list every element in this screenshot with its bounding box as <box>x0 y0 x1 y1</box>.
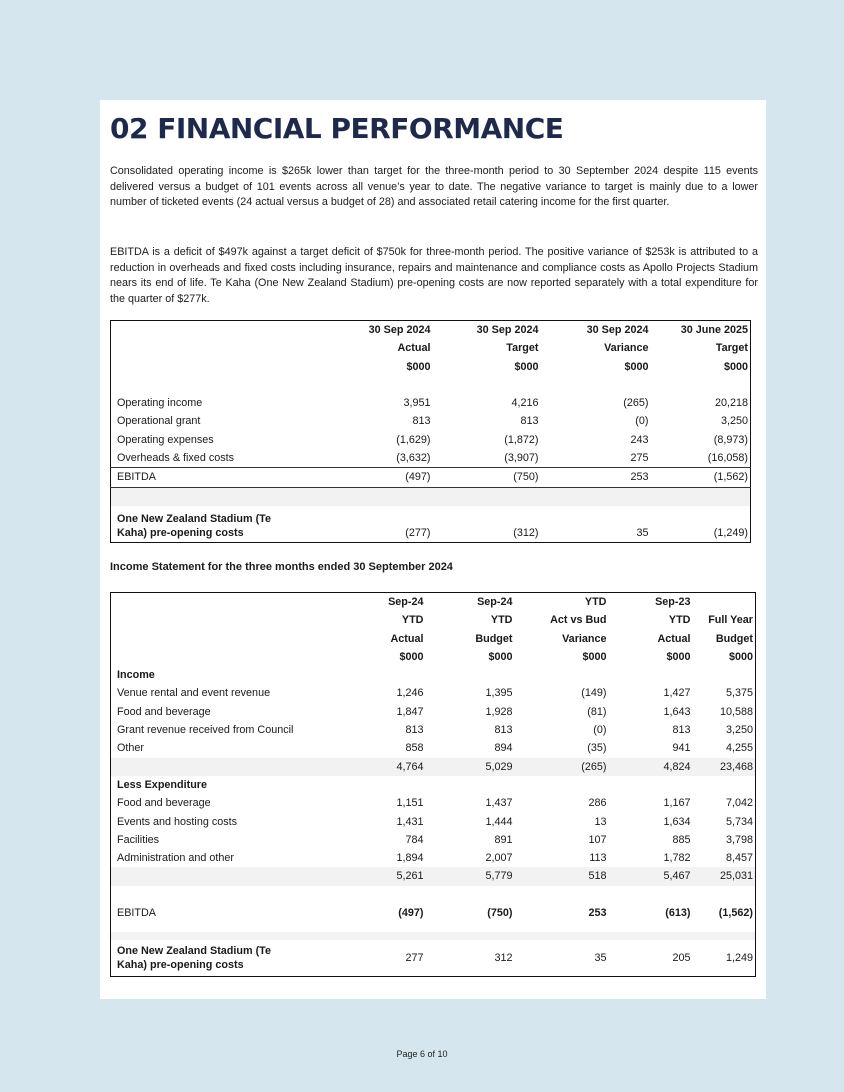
value-cell: 1,894 <box>396 852 424 865</box>
value-cell: (1,249) <box>713 526 748 539</box>
value-cell: (3,632) <box>396 452 431 465</box>
value-cell: 941 <box>672 742 691 755</box>
value-cell: 35 <box>594 952 607 965</box>
value-cell: 1,249 <box>725 952 753 965</box>
header-cell: 30 June 2025 <box>680 324 748 336</box>
table-caption: Income Statement for the three months ended 30 September 2024 <box>110 561 453 573</box>
header-cell: $000 <box>624 360 649 373</box>
section-heading: Less Expenditure <box>117 778 208 791</box>
page-title: 02 FINANCIAL PERFORMANCE <box>110 112 564 145</box>
value-cell: 1,782 <box>663 852 691 865</box>
value-cell: (3,907) <box>504 452 539 465</box>
header-cell: 30 Sep 2024 <box>368 324 431 336</box>
value-cell: 5,779 <box>426 867 515 885</box>
value-cell: 1,167 <box>663 797 691 810</box>
blank-row <box>111 922 756 932</box>
value-cell: 813 <box>494 724 513 737</box>
value-cell: 4,764 <box>353 758 426 776</box>
table-row <box>111 721 756 739</box>
blank-row <box>111 932 756 940</box>
value-cell: 1,847 <box>396 705 424 718</box>
value-cell: (0) <box>593 724 607 737</box>
row-label: Operating income <box>117 397 203 410</box>
value-cell: 13 <box>594 815 607 828</box>
value-cell: (81) <box>587 705 607 718</box>
value-cell: 107 <box>588 833 607 846</box>
value-cell: (750) <box>433 468 541 487</box>
value-cell: 25,031 <box>693 867 756 885</box>
value-cell: 35 <box>636 526 649 539</box>
section-heading-row <box>111 666 756 684</box>
table-row <box>111 813 756 831</box>
value-cell: 813 <box>405 724 424 737</box>
value-cell: (8,973) <box>713 433 748 446</box>
value-cell: 3,951 <box>403 397 431 410</box>
value-cell: (1,562) <box>718 906 753 919</box>
report-page <box>100 100 766 999</box>
table-row <box>111 412 751 430</box>
value-cell: 894 <box>494 742 513 755</box>
value-cell: 253 <box>541 468 651 487</box>
value-cell: (277) <box>405 526 431 539</box>
value-cell: 1,151 <box>396 797 424 810</box>
value-cell: (0) <box>635 415 649 428</box>
income-statement-table <box>110 592 756 977</box>
value-cell: 885 <box>672 833 691 846</box>
table-row <box>111 794 756 812</box>
value-cell: 4,824 <box>609 758 693 776</box>
row-label: EBITDA <box>117 906 156 919</box>
value-cell: 10,588 <box>719 705 753 718</box>
row-label-line: One New Zealand Stadium (Te <box>117 945 271 958</box>
header-cell <box>693 593 756 612</box>
blank-row <box>111 886 756 904</box>
header-cell: Sep-23 <box>655 596 691 608</box>
value-cell: 3,798 <box>725 833 753 846</box>
blank-row <box>111 487 751 506</box>
value-cell: 312 <box>494 952 513 965</box>
value-cell: 1,437 <box>485 797 513 810</box>
preopening-row <box>111 506 751 543</box>
header-cell: Variance <box>604 342 649 355</box>
header-cell: Actual <box>397 342 431 355</box>
row-label: Overheads & fixed costs <box>117 452 235 465</box>
row-label: Food and beverage <box>117 797 211 810</box>
header-cell: Target <box>715 342 748 355</box>
row-label: EBITDA <box>111 468 343 487</box>
value-cell: 1,246 <box>396 687 424 700</box>
header-row <box>111 611 756 629</box>
value-cell: 8,457 <box>725 852 753 865</box>
value-cell: 5,467 <box>609 867 693 885</box>
section-heading-row <box>111 776 756 794</box>
section-heading: Income <box>117 669 155 682</box>
row-label: Food and beverage <box>117 705 211 718</box>
table-row <box>111 831 756 849</box>
value-cell: 4,255 <box>725 742 753 755</box>
value-cell: 518 <box>515 867 609 885</box>
table-row <box>111 739 756 757</box>
row-label: Administration and other <box>117 852 235 865</box>
header-cell: 30 Sep 2024 <box>476 324 539 336</box>
value-cell: 5,375 <box>725 687 753 700</box>
row-label-line: Kaha) pre-opening costs <box>117 526 244 539</box>
row-label-line: Kaha) pre-opening costs <box>117 959 244 972</box>
value-cell: 1,395 <box>485 687 513 700</box>
row-label: Other <box>117 742 145 755</box>
value-cell: 113 <box>589 852 607 865</box>
value-cell: 5,261 <box>353 867 426 885</box>
ebitda-row <box>111 468 751 487</box>
row-label: Operational grant <box>117 415 201 428</box>
value-cell: (16,058) <box>707 452 748 465</box>
value-cell: (613) <box>665 906 691 919</box>
header-cell: Sep-24 <box>477 596 513 608</box>
header-row <box>111 648 756 666</box>
table-row <box>111 703 756 721</box>
header-cell: $000 <box>406 360 431 373</box>
header-cell: Sep-24 <box>388 596 424 608</box>
row-label <box>111 506 343 543</box>
header-cell: Budget <box>475 632 513 645</box>
value-cell: 4,216 <box>511 397 539 410</box>
row-label: Operating expenses <box>117 433 214 446</box>
header-row <box>111 630 756 648</box>
value-cell: (1,562) <box>651 468 751 487</box>
income-summary-paragraph: Consolidated operating income is $265k lower than target for the three-month period to 30 September 2024 despite 115 events delivered versus a budget of 101 events across all venue’s year to date. The negative variance to target is mainly due to a lower number of ticketed events (24 actual versus a budget of 28) and associated retail catering income for the first quarter. <box>110 165 758 208</box>
value-cell: 1,427 <box>663 687 691 700</box>
preopening-row <box>111 940 756 977</box>
value-cell: 23,468 <box>693 758 756 776</box>
value-cell: 813 <box>412 415 431 428</box>
ebitda-row <box>111 904 756 922</box>
value-cell: 5,734 <box>725 815 753 828</box>
financial-summary-table <box>110 320 751 543</box>
value-cell: (265) <box>515 758 609 776</box>
value-cell: 253 <box>588 906 607 919</box>
row-label: Grant revenue received from Council <box>117 724 294 737</box>
header-cell: YTD <box>584 596 607 608</box>
row-label: Facilities <box>117 833 159 846</box>
header-cell: $000 <box>666 650 691 663</box>
table-row <box>111 449 751 468</box>
header-cell: 30 Sep 2024 <box>586 324 649 336</box>
table-row <box>111 684 756 702</box>
value-cell: 1,431 <box>396 815 424 828</box>
value-cell: (497) <box>398 906 424 919</box>
value-cell: 20,218 <box>714 397 748 410</box>
value-cell: 784 <box>405 833 424 846</box>
blank-row <box>111 376 751 394</box>
value-cell: 1,634 <box>663 815 691 828</box>
header-row <box>111 358 751 376</box>
value-cell: 1,444 <box>485 815 513 828</box>
header-cell: Actual <box>390 632 424 645</box>
header-row <box>111 593 756 612</box>
header-cell: $000 <box>728 650 753 663</box>
row-label: Venue rental and event revenue <box>117 687 271 700</box>
expenditure-total-row <box>111 867 756 885</box>
header-cell: $000 <box>488 650 513 663</box>
header-cell: $000 <box>723 360 748 373</box>
header-cell: $000 <box>399 650 424 663</box>
value-cell: 858 <box>405 742 424 755</box>
value-cell: 3,250 <box>725 724 753 737</box>
header-cell: YTD <box>401 614 424 627</box>
header-cell: $000 <box>582 650 607 663</box>
header-cell: Target <box>506 342 539 355</box>
value-cell: 7,042 <box>725 797 753 810</box>
header-cell: YTD <box>668 614 691 627</box>
header-row <box>111 321 751 340</box>
value-cell: 891 <box>494 833 513 846</box>
value-cell: (1,872) <box>504 433 539 446</box>
value-cell: (265) <box>623 397 649 410</box>
income-total-row <box>111 758 756 776</box>
value-cell: 275 <box>630 452 649 465</box>
value-cell: 243 <box>630 433 649 446</box>
value-cell: 2,007 <box>485 852 513 865</box>
row-label <box>111 940 353 977</box>
value-cell: 813 <box>672 724 691 737</box>
header-cell: $000 <box>514 360 539 373</box>
value-cell: 286 <box>588 797 607 810</box>
table-row <box>111 849 756 867</box>
value-cell: 5,029 <box>426 758 515 776</box>
value-cell: (149) <box>581 687 607 700</box>
header-cell: Full Year <box>708 614 753 627</box>
row-label-line: One New Zealand Stadium (Te <box>117 512 271 525</box>
value-cell: (750) <box>487 906 513 919</box>
value-cell: (497) <box>343 468 433 487</box>
header-cell: YTD <box>490 614 513 627</box>
header-cell: Actual <box>657 632 691 645</box>
value-cell: 1,928 <box>485 705 513 718</box>
value-cell: 1,643 <box>663 705 691 718</box>
table-row <box>111 394 751 412</box>
header-cell: Act vs Bud <box>550 614 607 627</box>
value-cell: (312) <box>513 526 539 539</box>
header-cell: Budget <box>715 632 753 645</box>
row-label: Events and hosting costs <box>117 815 238 828</box>
header-row <box>111 339 751 357</box>
table-row <box>111 431 751 449</box>
value-cell: 3,250 <box>720 415 748 428</box>
value-cell: 813 <box>520 415 539 428</box>
page-number: Page 6 of 10 <box>396 1049 448 1059</box>
value-cell: 205 <box>672 952 691 965</box>
ebitda-summary-paragraph: EBITDA is a deficit of $497k against a target deficit of $750k for three-month period. The positive variance of $253k is attributed to a reduction in overheads and fixed costs including insurance, repairs and maintenance and compliance costs as Apollo Projects Stadium nears its end of life. Te Kaha (One New Zealand Stadium) pre-opening costs are now reported separately with a total expenditure for the quarter of $277k. <box>110 246 758 305</box>
value-cell: (1,629) <box>396 433 431 446</box>
value-cell: (35) <box>587 742 607 755</box>
value-cell: 277 <box>405 952 424 965</box>
header-cell: Variance <box>562 632 607 645</box>
